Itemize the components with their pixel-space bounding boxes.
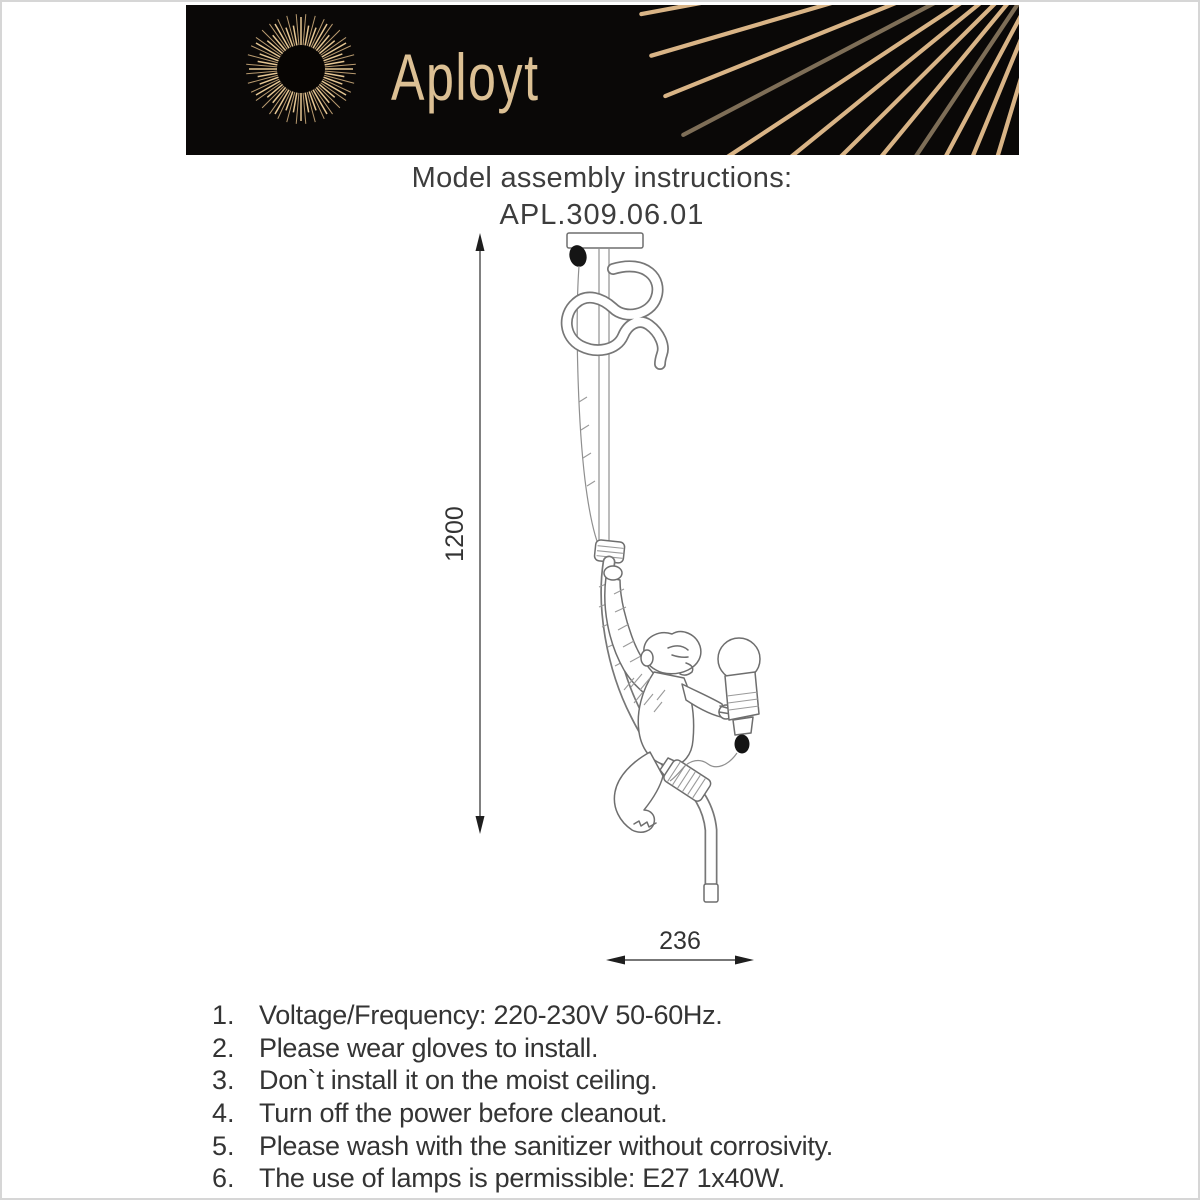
lamp-technical-drawing (432, 227, 777, 977)
item-number: 4. (212, 1097, 235, 1128)
item-text: Turn off the power before cleanout. (259, 1097, 668, 1128)
bulb-connector (735, 735, 750, 754)
banner-decoration (186, 5, 1019, 155)
dimension-width-label: 236 (659, 927, 701, 955)
item-number: 2. (212, 1032, 235, 1063)
instruction-list (212, 999, 1072, 1195)
item-number: 3. (212, 1065, 235, 1096)
instruction-item (212, 999, 1072, 1032)
model-number: APL.309.06.01 (499, 199, 705, 231)
item-text: Please wear gloves to install. (259, 1032, 599, 1063)
instruction-item (212, 1130, 1072, 1163)
item-number: 6. (212, 1163, 235, 1194)
starburst-logo-icon (246, 14, 356, 124)
instruction-item (212, 1032, 1072, 1065)
dimension-height (441, 233, 485, 834)
brand-wordmark: Aployt (391, 39, 540, 114)
instruction-item (212, 1097, 1072, 1130)
rope-knot (567, 266, 663, 364)
item-text: Voltage/Frequency: 220-230V 50-60Hz. (259, 999, 723, 1030)
monkey-hand-grip (604, 566, 622, 580)
page-title: Model assembly instructions: (411, 162, 793, 194)
title-block (2, 162, 1200, 232)
dimension-height-label: 1200 (441, 506, 469, 562)
power-cable (577, 266, 602, 553)
brand-banner (186, 5, 1019, 155)
rays-decoration-icon (641, 5, 1019, 155)
item-text: Don`t install it on the moist ceiling. (259, 1065, 658, 1096)
item-text: The use of lamps is permissible: E27 1x40W. (259, 1163, 785, 1194)
instruction-item (212, 1162, 1072, 1195)
cable-gland (567, 243, 589, 268)
item-text: Please wash with the sanitizer without corrosivity. (259, 1130, 833, 1161)
dimension-width (606, 927, 754, 965)
item-number: 1. (212, 999, 235, 1030)
instruction-item (212, 1064, 1072, 1097)
monkey-ear (641, 650, 653, 666)
item-number: 5. (212, 1130, 235, 1161)
